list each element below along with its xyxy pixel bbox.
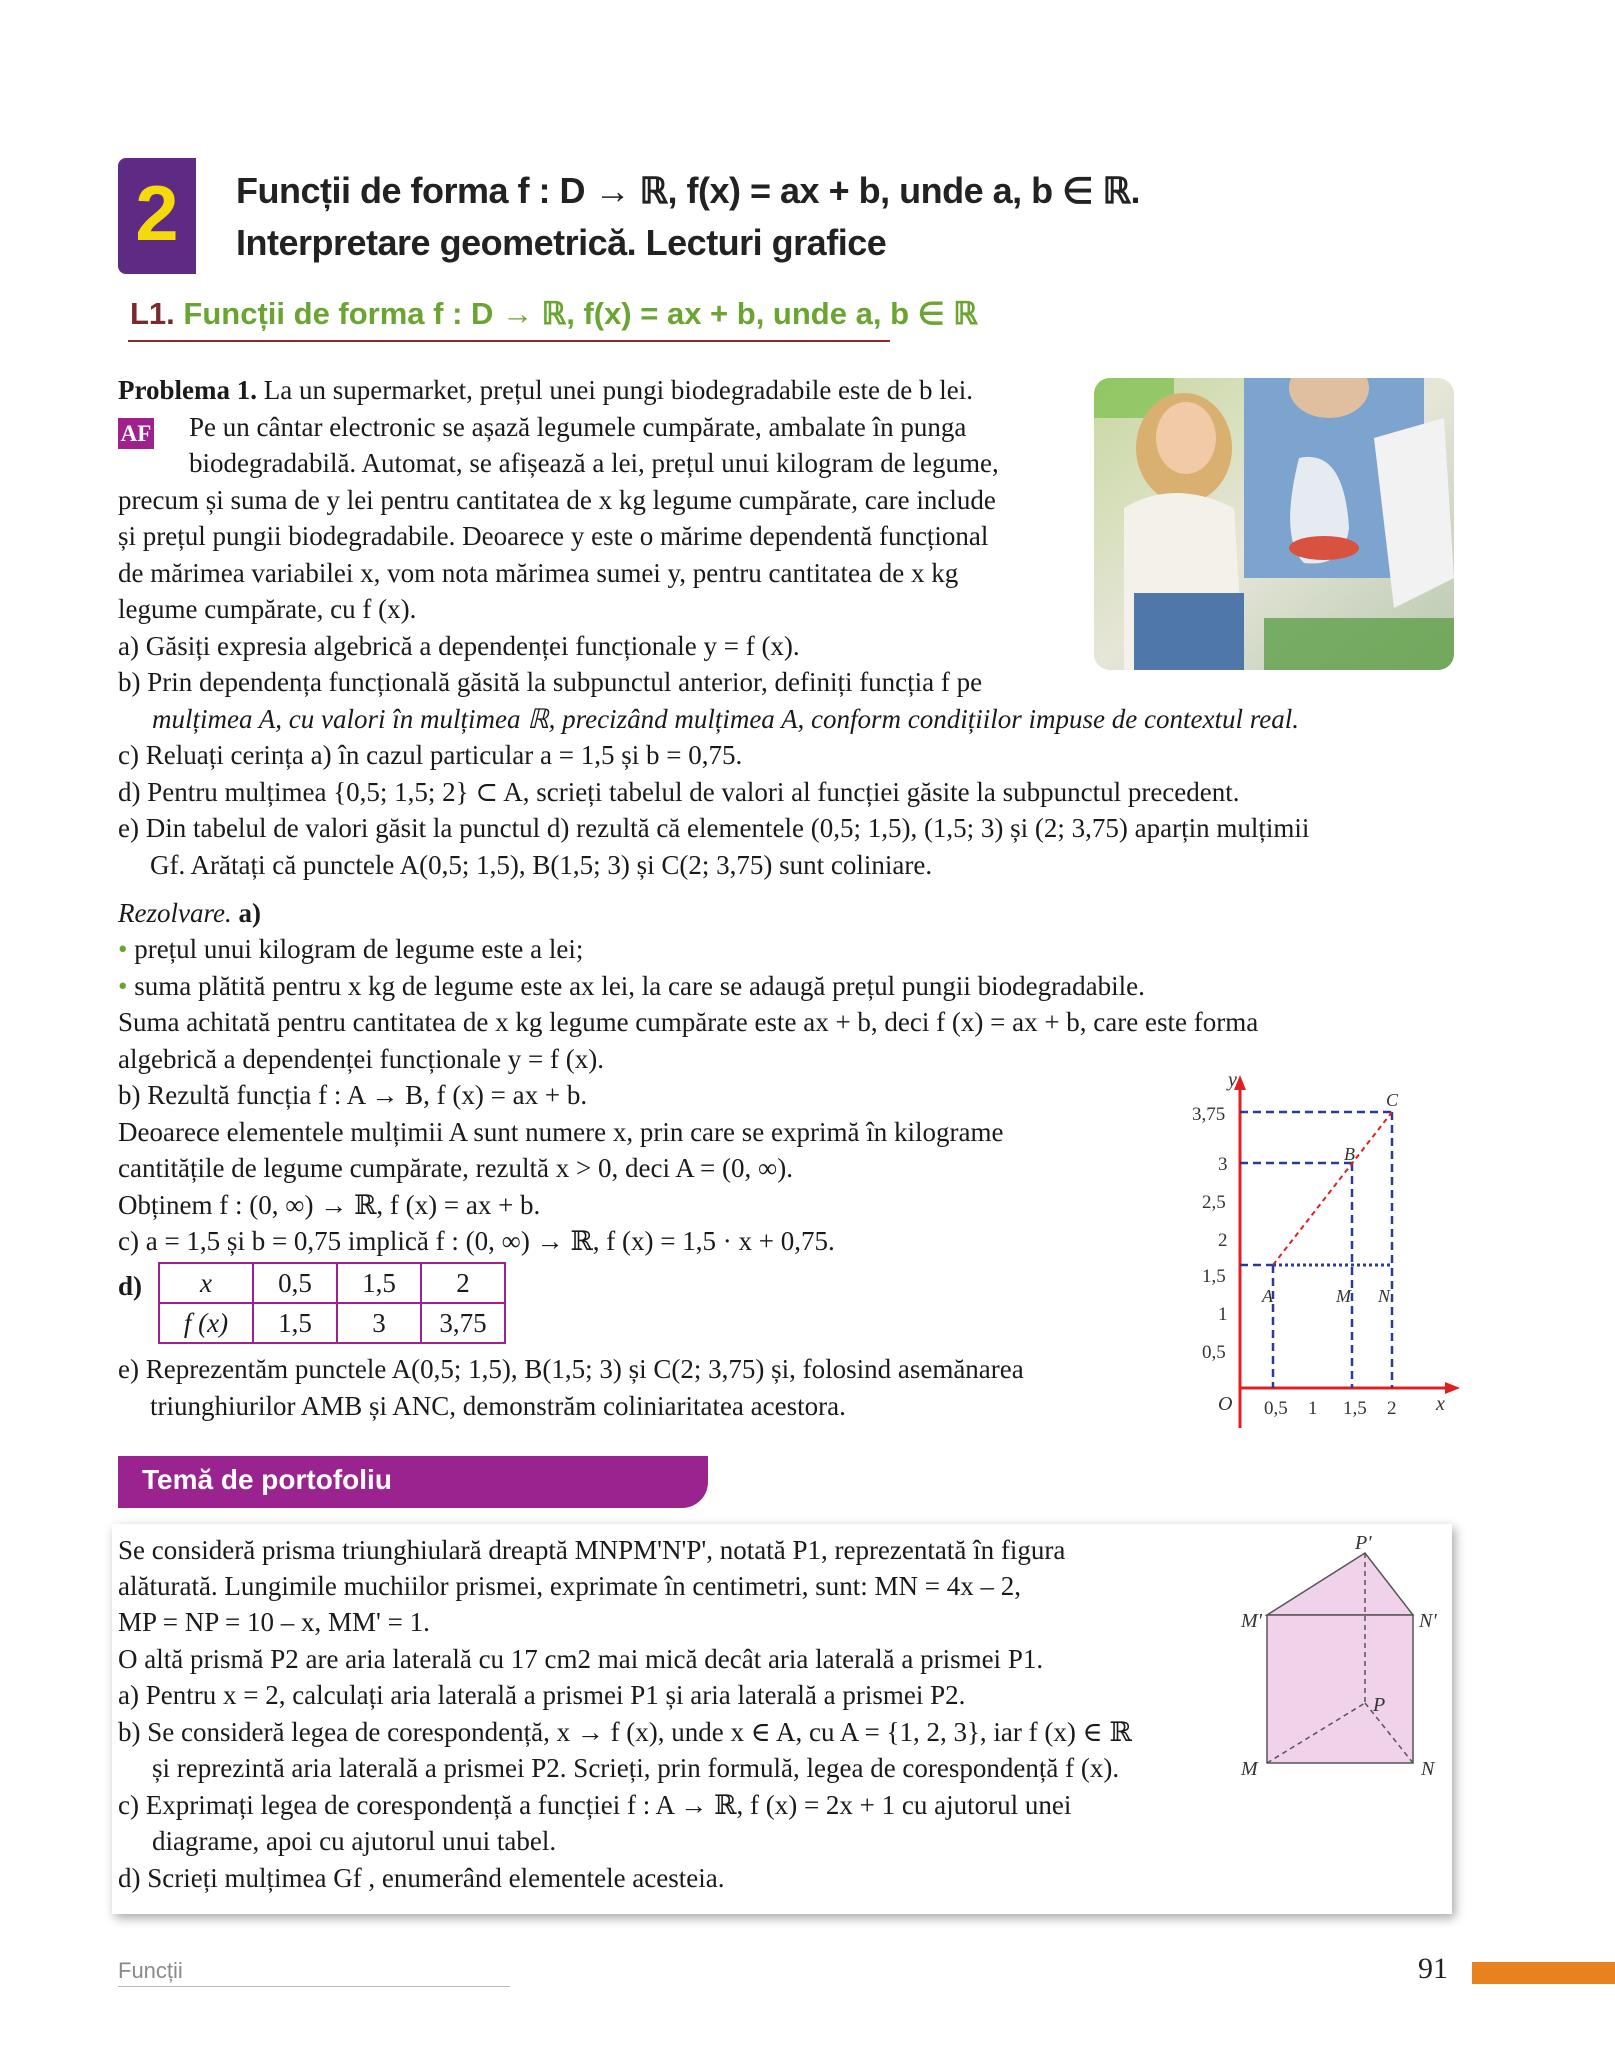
portfolio-line-4: O altă prismă P2 are aria laterală cu 17 cm2 mai mică decât aria laterală a prismei P1. [118, 1644, 1044, 1674]
portfolio-item-c-line1: c) Exprimați legea de corespondență a funcției f : A → ℝ, f (x) = 2x + 1 cu ajutorul unei [118, 1790, 1072, 1820]
x-tick: 1 [1308, 1398, 1318, 1419]
origin-label: O [1218, 1393, 1233, 1415]
solution-b-line2: Deoarece elementele mulțimii A sunt numere x, prin care se exprimă în kilograme [118, 1117, 1004, 1147]
problem-line-6: legume cumpărate, cu f (x). [118, 594, 417, 624]
problem-item-d: d) Pentru mulțimea {0,5; 1,5; 2} ⊂ A, scrieți tabelul de valori al funcției găsite la subpunctul precedent. [118, 777, 1240, 807]
table-row [159, 1303, 505, 1343]
footer-section: Funcții [118, 1958, 183, 1983]
portfolio-item-a: a) Pentru x = 2, calculați aria laterală a prismei P1 și aria laterală a prismei P2. [118, 1680, 966, 1710]
supermarket-photo [1094, 378, 1454, 670]
prism-figure [1225, 1535, 1445, 1795]
problem-intro-text: La un supermarket, prețul unei pungi biodegradabile este de b lei. [256, 375, 973, 405]
y-tick: 1,5 [1202, 1266, 1226, 1287]
y-tick: 2 [1218, 1230, 1228, 1251]
x-axis-arrow [1445, 1382, 1460, 1394]
bullet-text: suma plătită pentru x kg de legume este ax lei, la care se adaugă prețul pungii biodegradabile. [134, 971, 1145, 1001]
portfolio-item-c-line2: diagrame, apoi cu ajutorul unui tabel. [152, 1826, 557, 1856]
y-tick: 1 [1218, 1304, 1228, 1325]
portfolio-item-b-line1: b) Se consideră legea de corespondență, x → f (x), unde x ∈ A, cu A = {1, 2, 3}, iar f (x) ∈ ℝ [118, 1717, 1132, 1747]
problem-line-4: și prețul pungii biodegradabile. Deoarece y este o mărime dependentă funcțional [118, 521, 989, 551]
vertex-label: N' [1419, 1610, 1437, 1632]
x-tick: 2 [1387, 1398, 1397, 1419]
point-label-b: B [1344, 1144, 1355, 1164]
table-row [159, 1263, 505, 1303]
table-cell: 1,5 [253, 1303, 337, 1343]
point-label-c: C [1386, 1090, 1399, 1110]
vertex-label: M' [1241, 1610, 1262, 1632]
point-label-n: N [1378, 1286, 1391, 1306]
table-cell: 2 [421, 1263, 505, 1303]
solution-line-2: algebrică a dependenței funcționale y = f (x). [118, 1044, 604, 1074]
problem-line-3: precum și suma de y lei pentru cantitatea de x kg legume cumpărate, care include [118, 485, 996, 515]
function-graph [1180, 1070, 1470, 1430]
portfolio-item-b-line2: și reprezintă aria laterală a prismei P2. Scrieți, prin formulă, legea de corespondență f (x). [152, 1753, 1120, 1783]
d-label: d) [118, 1271, 143, 1301]
y-tick: 2,5 [1202, 1192, 1226, 1213]
chapter-title-line1: Funcții de forma f : D → ℝ, f(x) = ax + b, unde a, b ∈ ℝ. [236, 170, 1140, 211]
portfolio-line-1: Se consideră prisma triunghiulară dreaptă MNPM'N'P', notată P1, reprezentată în figura [118, 1535, 1066, 1565]
y-axis-label: y [1228, 1070, 1237, 1091]
chapter-number: 2 [135, 169, 179, 257]
portfolio-title: Temă de portofoliu [142, 1464, 392, 1495]
solution-c: c) a = 1,5 și b = 0,75 implică f : (0, ∞) → ℝ, f (x) = 1,5 · x + 0,75. [118, 1226, 835, 1256]
solution-e-line1: e) Reprezentăm punctele A(0,5; 1,5), B(1,5; 3) și C(2; 3,75) și, folosind asemănarea [118, 1354, 1024, 1384]
vertex-label: P' [1355, 1535, 1372, 1554]
table-cell: 3 [337, 1303, 421, 1343]
x-tick: 1,5 [1343, 1398, 1367, 1419]
solution-b-line3: cantitățile de legume cumpărate, rezultă x > 0, deci A = (0, ∞). [118, 1153, 793, 1183]
x-tick: 0,5 [1264, 1398, 1288, 1419]
table-cell: 0,5 [253, 1263, 337, 1303]
problem-item-b-line1: b) Prin dependența funcțională găsită la subpunctul anterior, definiți funcția f pe [118, 667, 983, 697]
solution-line-1: Suma achitată pentru cantitatea de x kg legume cumpărate este ax + b, deci f (x) = ax + b, care este forma [118, 1007, 1259, 1037]
y-tick: 3,75 [1192, 1104, 1226, 1125]
vertex-label: M [1241, 1758, 1258, 1780]
portfolio-item-d: d) Scrieți mulțimea Gf , enumerând elementele acesteia. [118, 1863, 725, 1893]
lesson-title: Funcții de forma f : D → ℝ, f(x) = ax + b, unde a, b ∈ ℝ [183, 296, 978, 331]
problem-item-c: c) Reluați cerința a) în cazul particular a = 1,5 și b = 0,75. [118, 740, 743, 770]
problem-line-2: biodegradabilă. Automat, se afișează a lei, prețul unui kilogram de legume, [189, 448, 999, 478]
solution-e-line2: triunghiurilor AMB și ANC, demonstrăm coliniaritatea acestora. [150, 1391, 846, 1421]
bullet-dot: • [118, 934, 128, 964]
problem-item-e-line1: e) Din tabelul de valori găsit la punctul d) rezultă că elementele (0,5; 1,5), (1,5; 3) și (2; 3,75) aparțin mulțimii [118, 813, 1310, 843]
values-table [158, 1262, 506, 1344]
table-cell: x [159, 1263, 253, 1303]
page-number: 91 [1418, 1952, 1448, 1985]
prism-front-face [1267, 1615, 1413, 1763]
problem-label: Problema 1. [118, 375, 257, 405]
table-cell: 3,75 [421, 1303, 505, 1343]
solution-bullet-1 [118, 931, 583, 968]
bullet-text: prețul unui kilogram de legume este a lei; [134, 934, 584, 964]
vertex-label: P [1373, 1694, 1386, 1716]
portfolio-line-2: alăturată. Lungimile muchiilor prismei, exprimate în centimetri, sunt: MN = 4x – 2, [118, 1571, 1022, 1601]
table-cell: 1,5 [337, 1263, 421, 1303]
lesson-underline [128, 340, 890, 342]
af-badge: AF [118, 418, 154, 449]
solution-d-label [118, 1268, 142, 1305]
problem-item-e-line2: Gf. Arătați că punctele A(0,5; 1,5), B(1,5; 3) și C(2; 3,75) sunt coliniare. [150, 850, 933, 880]
solution-b: b) Rezultă funcția f : A → B, f (x) = ax + b. [118, 1080, 588, 1110]
solution-bullet-2 [118, 968, 1145, 1005]
problem-intro [118, 372, 973, 409]
vertex-label: N [1421, 1758, 1435, 1780]
solution-label: Rezolvare. a) [118, 898, 261, 928]
problem-line-5: de mărimea variabilei x, vom nota mărimea sumei y, pentru cantitatea de x kg [118, 558, 959, 588]
problem-line-1: Pe un cântar electronic se așază legumele cumpărate, ambalate în punga [189, 412, 967, 442]
bullet-dot: • [118, 971, 128, 1001]
lesson-heading [130, 296, 978, 332]
y-tick: 3 [1218, 1154, 1228, 1175]
chapter-title-line2: Interpretare geometrică. Lecturi grafice [236, 222, 887, 263]
lesson-number: L1. [130, 296, 175, 331]
page-accent-bar [1472, 1962, 1615, 1984]
portfolio-line-3: MP = NP = 10 – x, MM' = 1. [118, 1607, 430, 1637]
footer-rule [118, 1986, 510, 1987]
x-axis-label: x [1436, 1393, 1445, 1415]
problem-item-b-line2: mulțimea A, cu valori în mulțimea ℝ, precizând mulțimea A, conform condițiilor impuse de contextul real. [152, 704, 1299, 734]
point-label-m: M [1336, 1286, 1351, 1306]
prism-top-face [1267, 1553, 1413, 1615]
y-tick: 0,5 [1202, 1342, 1226, 1363]
problem-item-a: a) Găsiți expresia algebrică a dependenței funcționale y = f (x). [118, 631, 800, 661]
table-cell: f (x) [159, 1303, 253, 1343]
line-ac [1273, 1112, 1392, 1265]
solution-b-line4: Obținem f : (0, ∞) → ℝ, f (x) = ax + b. [118, 1190, 541, 1220]
point-label-a: A [1262, 1286, 1273, 1306]
